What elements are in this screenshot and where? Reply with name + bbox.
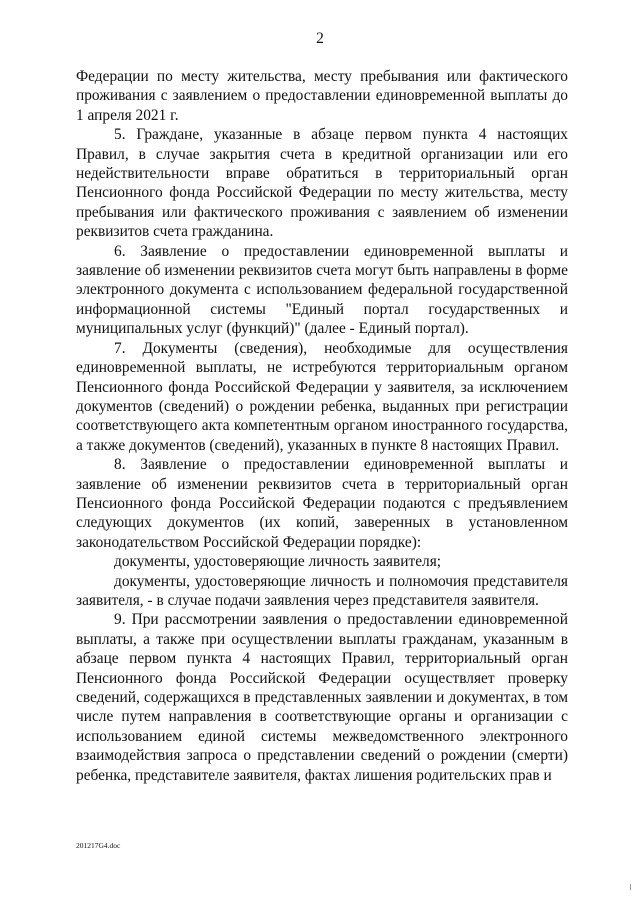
footer-file-code: 201217G4.doc	[76, 841, 121, 850]
page-number: 2	[316, 30, 324, 47]
paragraph-7: 7. Документы (сведения), необходимые для осуществления единовременной выплаты, не истребуются территориальным органом Пенсионного фонда Российской Федерации у заявителя, за исключением документов (сведений) о рождении ребенка, выданных при регистрации соответствующего акта компетентным органом иностранного государства, а также документов (сведений), указанных в пункте 8 настоящих Правил.	[76, 339, 568, 454]
paragraph-8-item-2: документы, удостоверяющие личность и полномочия представителя заявителя, - в случае подачи заявления через представителя заявителя.	[76, 572, 568, 609]
paragraph-8-item-1: документы, удостоверяющие личность заявителя;	[114, 553, 442, 571]
paragraph-continuation: Федерации по месту жительства, месту пребывания или фактического проживания с заявлением о предоставлении единовременной выплаты до 1 апреля 2021 г.	[76, 68, 568, 124]
document-body	[76, 67, 568, 785]
paragraph-5: 5. Граждане, указанные в абзаце первом пункта 4 настоящих Правил, в случае закрытия счета в кредитной организации или его недействительности вправе обратиться в территориальный орган Пенсионного фонда Российской Федерации по месту жительства, месту пребывания или фактического проживания с заявлением об изменении реквизитов счета гражданина.	[76, 126, 568, 241]
paragraph-9: 9. При рассмотрении заявления о предоставлении единовременной выплаты, а также при осуществлении выплаты гражданам, указанным в абзаце первом пункта 4 настоящих Правил, территориальный орган Пенсионного фонда Российской Федерации осуществляет проверку сведений, содержащихся в представленных заявлении и документах, в том числе путем направления в соответствующие органы и организации с использованием единой системы межведомственного электронного взаимодействия запроса о представлении сведений о рождении (смерти) ребенка, представителе заявителя, фактах лишения родительских прав и	[76, 611, 568, 784]
paragraph-8: 8. Заявление о предоставлении единовременной выплаты и заявление об изменении реквизитов счета в территориальный орган Пенсионного фонда Российской Федерации подаются с предъявлением следующих документов (их копий, заверенных в установленном законодательством Российской Федерации порядке):	[76, 456, 568, 551]
paragraph-6: 6. Заявление о предоставлении единовременной выплаты и заявление об изменении реквизитов счета могут быть направлены в форме электронного документа с использованием федеральной государственной информационной системы "Единый портал государственных и муниципальных услуг (функций)" (далее - Единый портал).	[76, 242, 568, 338]
scan-edge-mark	[630, 884, 631, 890]
